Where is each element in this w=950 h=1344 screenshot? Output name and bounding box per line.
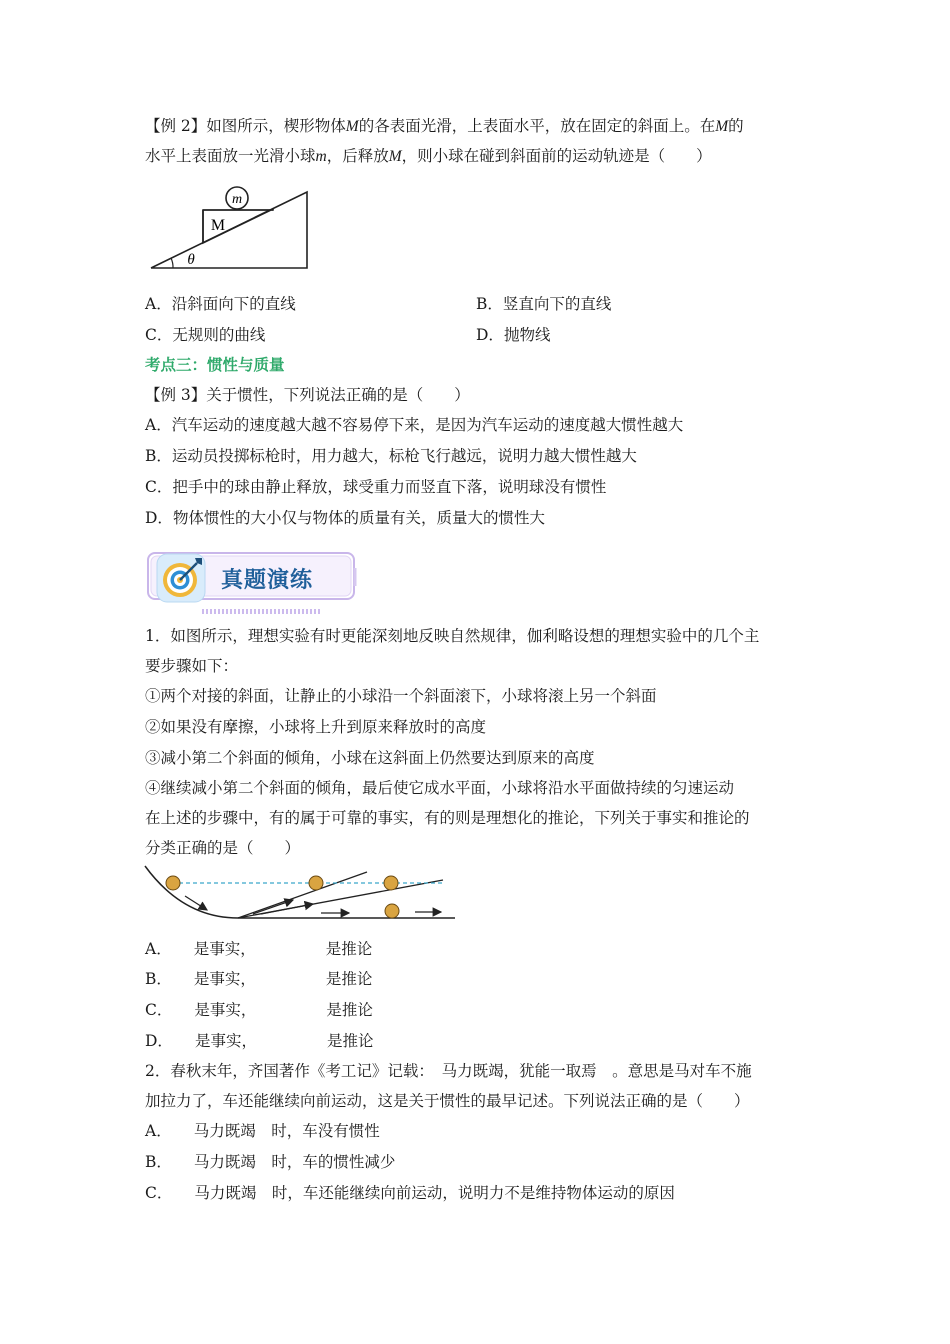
example2-option-a: A．沿斜面向下的直线 <box>145 295 296 313</box>
q2-option-a: A． 马力既竭 时，车没有惯性 <box>145 1122 380 1140</box>
curved-ramp <box>145 866 238 918</box>
q1-step-1: ①两个对接的斜面，让静止的小球沿一个斜面滚下，小球将滚上另一个斜面 <box>145 687 657 705</box>
q1-step-4: ④继续减小第二个斜面的倾角，最后使它成水平面，小球将沿水平面做持续的匀速运动 <box>145 779 735 797</box>
ball-start <box>166 876 180 890</box>
angle-label: θ <box>187 252 195 268</box>
q1-option-c: C． 是事实， 是推论 <box>145 1001 373 1019</box>
example3-option-b: B．运动员投掷标枪时，用力越大，标枪飞行越远，说明力越大惯性越大 <box>145 447 637 465</box>
example3-option-a: A．汽车运动的速度越大越不容易停下来，是因为汽车运动的速度越大惯性越大 <box>145 416 684 434</box>
example2-option-c: C．无规则的曲线 <box>145 326 266 344</box>
target-icon <box>155 552 209 606</box>
q2-option-c: C． 马力既竭 时，车还能继续向前运动，说明力不是维持物体运动的原因 <box>145 1184 675 1202</box>
ball-incline-2 <box>384 876 398 890</box>
q1-step-3: ③减小第二个斜面的倾角，小球在这斜面上仍然要达到原来的高度 <box>145 749 595 767</box>
ball-label: m <box>231 192 243 207</box>
q2-line2: 加拉力了，车还能继续向前运动，这是关于惯性的最早记述。下列说法正确的是（ ） <box>145 1092 750 1110</box>
banner-title: 真题演练 <box>221 568 314 593</box>
q2-option-b: B． 马力既竭 时，车的惯性减少 <box>145 1153 396 1171</box>
ball-floor <box>385 904 399 918</box>
steep-incline <box>238 872 367 918</box>
example3-stem: 【例 3】关于惯性，下列说法正确的是（ ） <box>145 386 470 404</box>
angle-arc <box>171 258 173 268</box>
example2-stem-line1: 【例 2】如图所示，楔形物体M的各表面光滑，上表面水平，放在固定的斜面上。在M的 <box>145 117 744 135</box>
section-banner <box>145 548 360 614</box>
galileo-ramp-figure <box>143 862 458 924</box>
example3-option-d: D．物体惯性的大小仅与物体的质量有关，质量大的惯性大 <box>145 509 545 527</box>
example2-option-b: B．竖直向下的直线 <box>476 295 612 313</box>
ball-incline-1 <box>309 876 323 890</box>
q1-option-b: B． 是事实， 是推论 <box>145 970 373 988</box>
block-label: M <box>210 217 226 234</box>
q2-line1: 2．春秋末年，齐国著作《考工记》记载： 马力既竭，犹能一取焉 。意思是马对车不施 <box>145 1062 752 1080</box>
q1-option-a: A． 是事实， 是推论 <box>145 940 373 958</box>
example2-stem-line2: 水平上表面放一光滑小球m，后释放M，则小球在碰到斜面前的运动轨迹是（ ） <box>145 147 712 165</box>
q1-line8: 分类正确的是（ ） <box>145 839 301 857</box>
q1-step-2: ②如果没有摩擦，小球将上升到原来释放时的高度 <box>145 718 487 736</box>
section-title: 考点三：惯性与质量 <box>145 355 285 374</box>
example2-option-d: D．抛物线 <box>476 326 551 344</box>
q1-line1: 1．如图所示，理想实验有时更能深刻地反映自然规律，伽利略设想的理想实验中的几个主 <box>145 627 760 645</box>
wedge-on-incline-figure <box>145 178 315 274</box>
example3-option-c: C．把手中的球由静止释放，球受重力而竖直下落，说明球没有惯性 <box>145 478 607 496</box>
q1-line2: 要步骤如下： <box>145 657 239 675</box>
q1-line7: 在上述的步骤中，有的属于可靠的事实，有的则是理想化的推论，下列关于事实和推论的 <box>145 809 750 827</box>
q1-option-d: D． 是事实， 是推论 <box>145 1032 374 1050</box>
